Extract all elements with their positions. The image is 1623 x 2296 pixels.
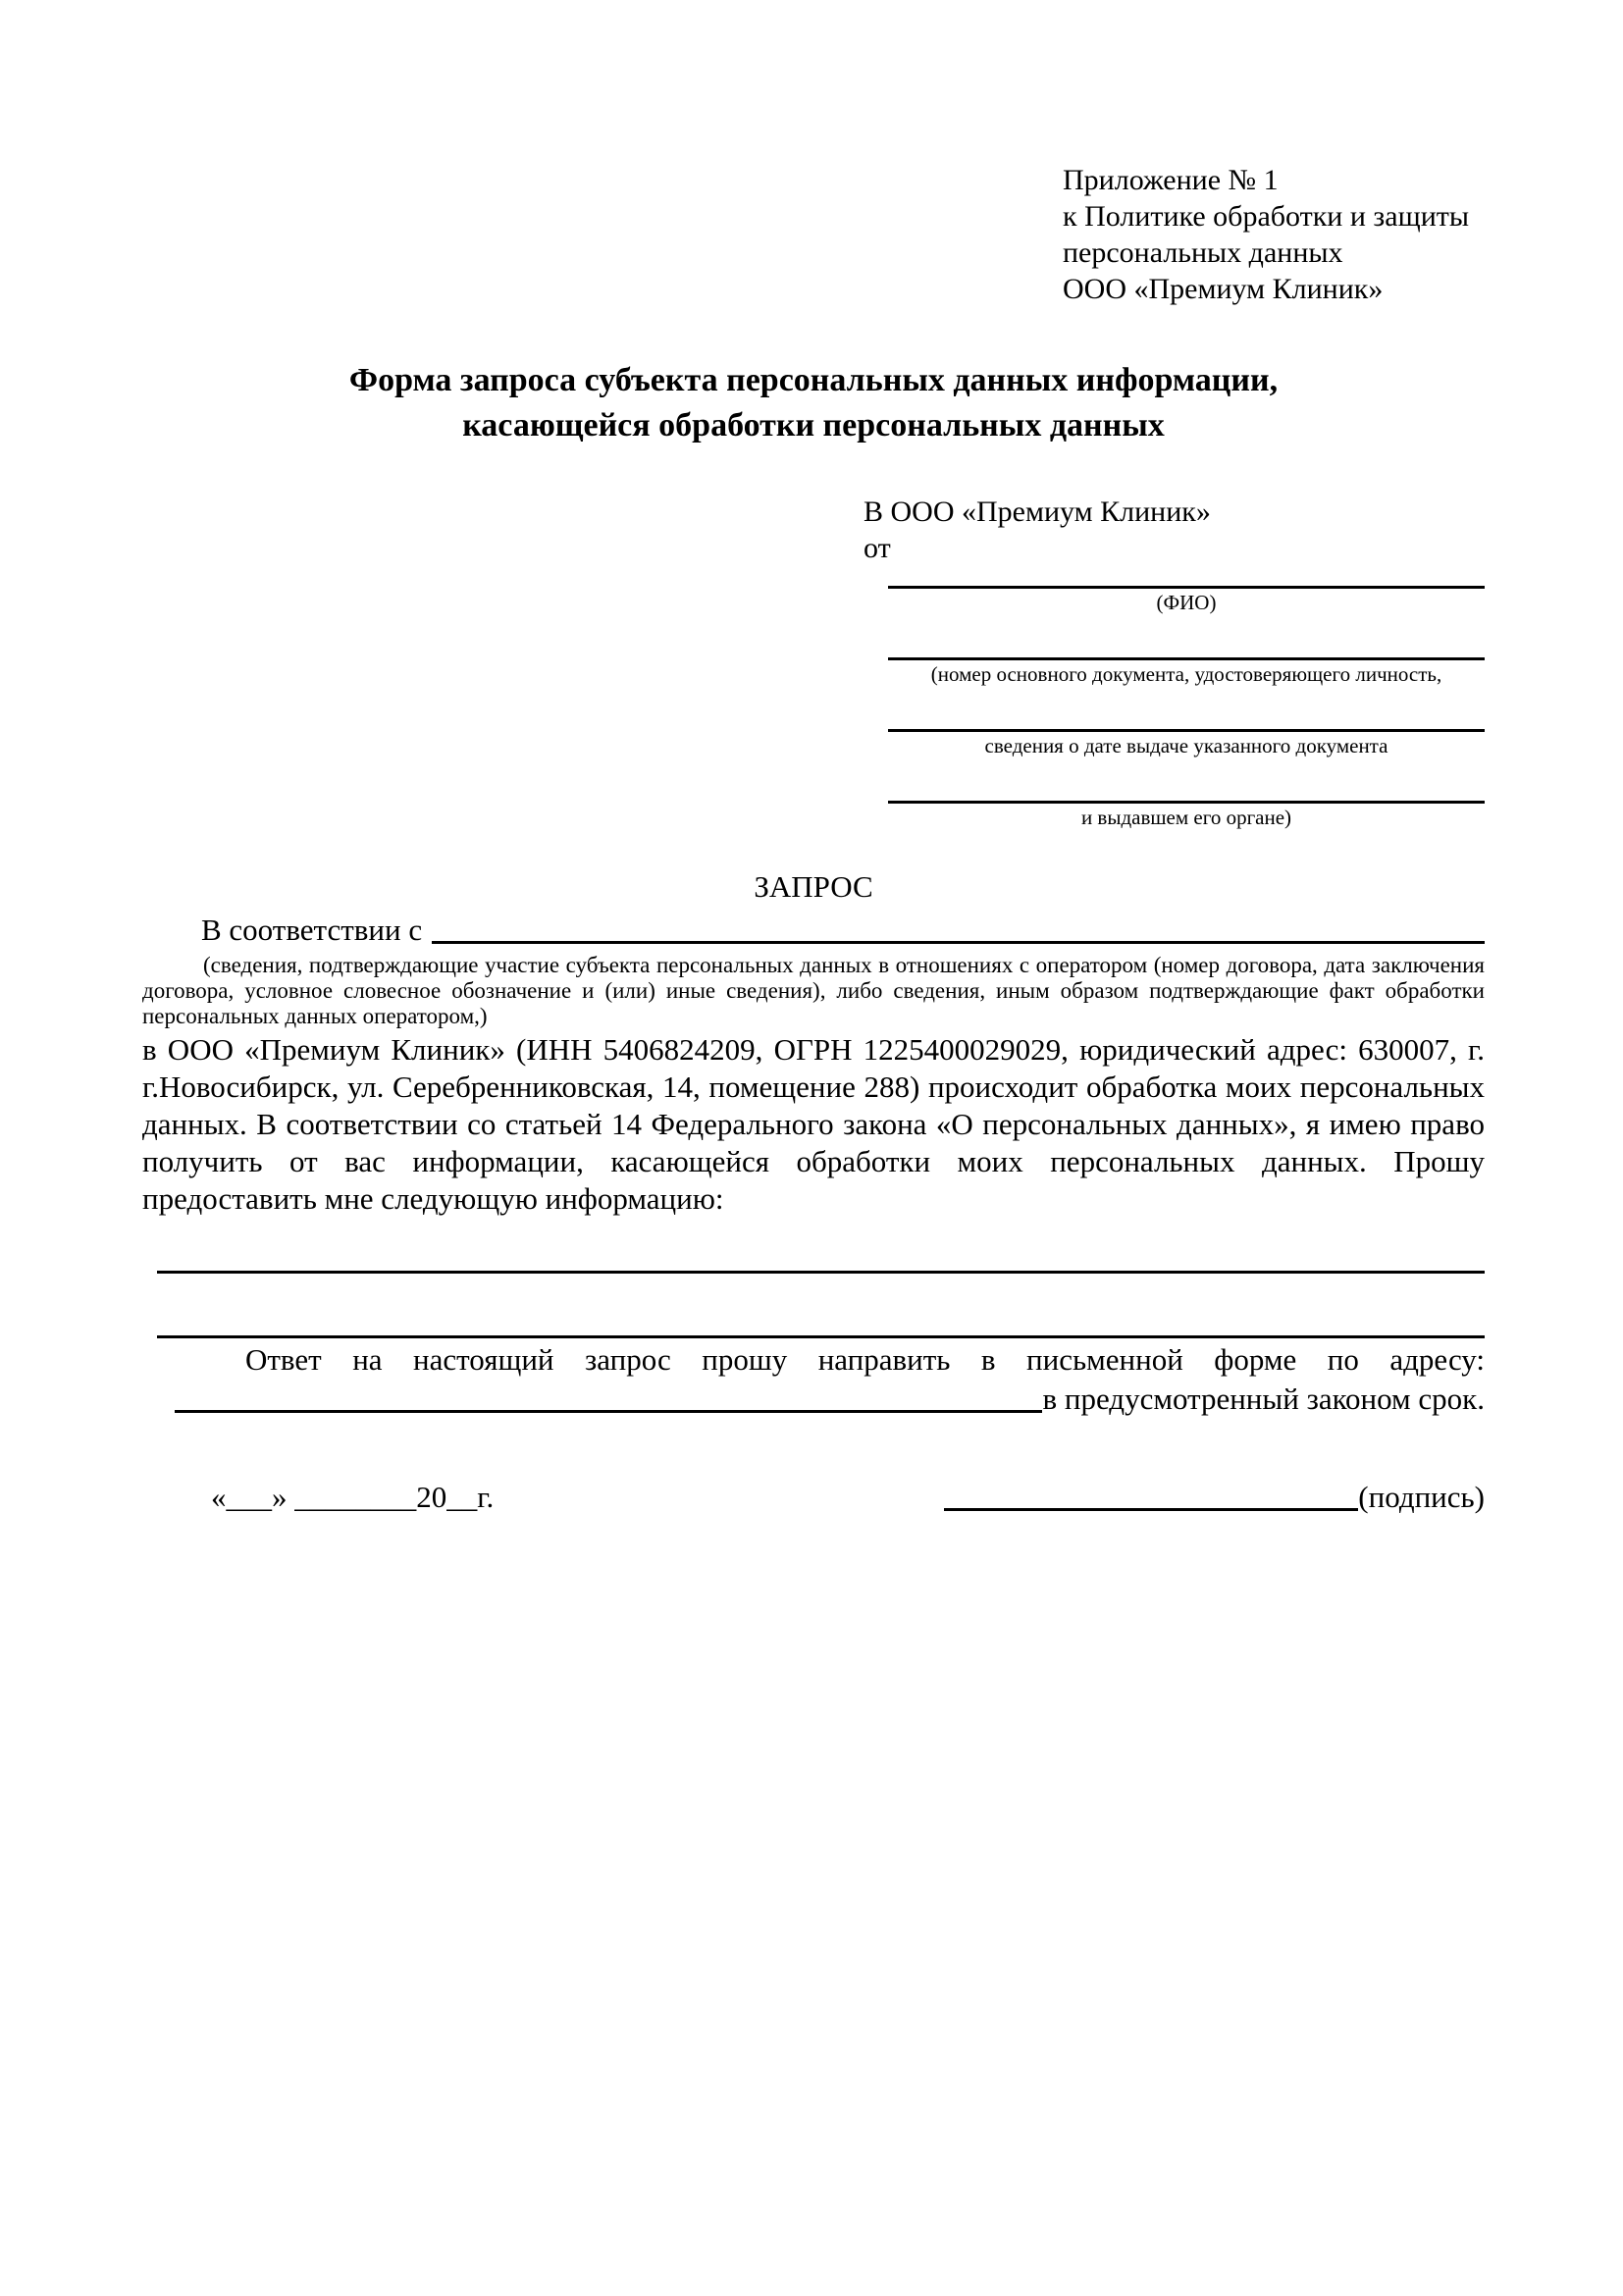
requested-info-blank-line-1 (157, 1271, 1485, 1274)
reply-address-blank-field (175, 1410, 1042, 1413)
accordance-footnote: (сведения, подтверждающие участие субъекта персональных данных в отношениях с оператором (номер договора, дата заключения договора, условное словесное обозначение и (или) иные сведения), либо сведения, иным образом подтверждающие факт обработки персональных данных оператором,) (142, 953, 1485, 1028)
accordance-blank-field (432, 941, 1485, 944)
appendix-reference (1063, 162, 1485, 307)
document-number-field-caption: (номер основного документа, удостоверяющего личность, (930, 662, 1442, 686)
recipient-block (864, 494, 1485, 829)
reply-address-row (142, 1380, 1485, 1419)
request-body-paragraph: в ООО «Премиум Клиник» (ИНН 5406824209, ОГРН 1225400029029, юридический адрес: 630007, г. г.Новосибирск, ул. Серебренниковская, 14, помещение 288) происходит обработка моих персональных данных. В соответствии со статьей 14 Федерального закона «О персональных данных», я имею право получить от вас информации, касающейся обработки моих персональных данных. Прошу предоставить мне следующую информацию: (142, 1032, 1485, 1216)
accordance-row (142, 912, 1485, 949)
issuing-authority-blank-field (888, 757, 1485, 804)
appendix-line-1: Приложение № 1 (1063, 164, 1279, 196)
page-title (142, 358, 1485, 448)
signature-group (944, 1478, 1485, 1517)
appendix-line-3: персональных данных (1063, 236, 1343, 269)
accordance-label: В соответствии с (201, 913, 423, 947)
signature-blank-field (944, 1508, 1358, 1511)
document-number-blank-field (888, 614, 1485, 660)
recipient-from-label: от (864, 532, 891, 564)
page-title-line-1: Форма запроса субъекта персональных данных информации, (348, 362, 1279, 398)
reply-sentence: Ответ на настоящий запрос прошу направить в письменной форме по адресу: (245, 1342, 1485, 1377)
date-blank: «___» ________20__г. (211, 1480, 495, 1514)
date-signature-row (142, 1478, 1485, 1517)
requested-info-blank-line-2 (157, 1335, 1485, 1338)
fio-blank-field (888, 566, 1485, 589)
issue-date-blank-field (888, 686, 1485, 732)
recipient-to: В ООО «Премиум Клиник» (864, 496, 1211, 528)
fio-field-caption: (ФИО) (1156, 591, 1217, 614)
issuing-authority-field-caption: и выдавшем его органе) (1080, 806, 1292, 829)
issue-date-field-caption: сведения о дате выдаче указанного документа (984, 734, 1388, 757)
signature-caption: (подпись) (1358, 1480, 1485, 1514)
request-heading: ЗАПРОС (754, 869, 873, 904)
page-title-line-2: касающейся обработки персональных данных (462, 407, 1165, 444)
reply-suffix: в предусмотренный законом срок. (1042, 1382, 1485, 1416)
appendix-line-2: к Политике обработки и защиты (1063, 200, 1470, 233)
appendix-line-4: ООО «Премиум Клиник» (1063, 273, 1384, 305)
